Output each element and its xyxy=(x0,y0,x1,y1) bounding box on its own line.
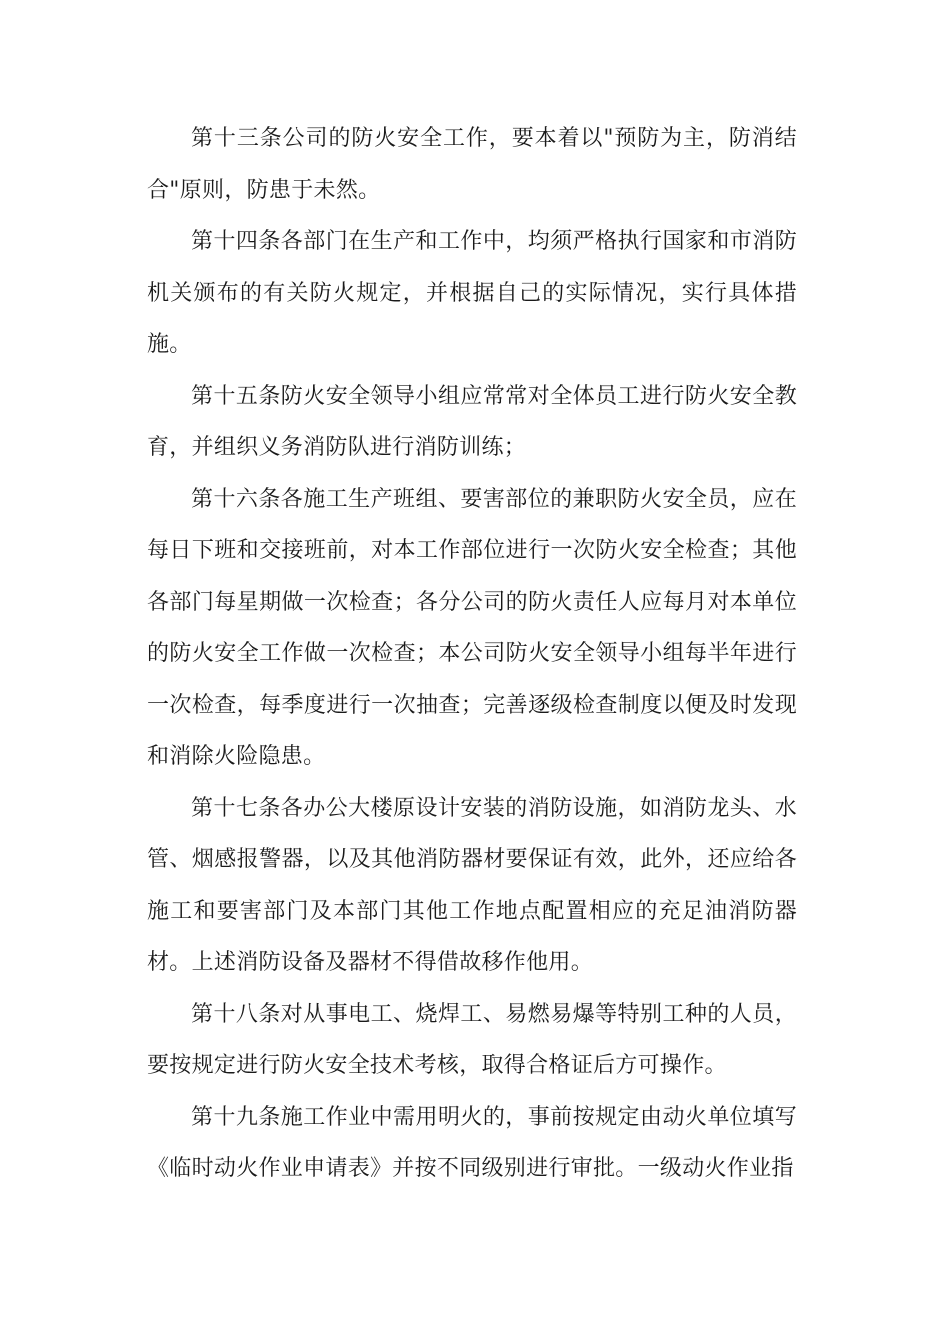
document-body xyxy=(147,113,797,1195)
article-15-paragraph: 第十五条防火安全领导小组应常常对全体员工进行防火安全教育，并组织义务消防队进行消防训练； xyxy=(147,383,797,460)
article-14-paragraph: 第十四条各部门在生产和工作中，均须严格执行国家和市消防机关颁布的有关防火规定，并根据自己的实际情况，实行具体措施。 xyxy=(147,229,797,357)
article-16-paragraph: 第十六条各施工生产班组、要害部位的兼职防火安全员，应在每日下班和交接班前，对本工作部位进行一次防火安全检查；其他各部门每星期做一次检查；各分公司的防火责任人应每月对本单位的防火安全工作做一次检查；本公司防火安全领导小组每半年进行一次检查，每季度进行一次抽查；完善逐级检查制度以便及时发现和消除火险隐患。 xyxy=(147,486,797,769)
article-17-paragraph: 第十七条各办公大楼原设计安装的消防设施，如消防龙头、水管、烟感报警器，以及其他消防器材要保证有效，此外，还应给各施工和要害部门及本部门其他工作地点配置相应的充足油消防器材。上述消防设备及器材不得借故移作他用。 xyxy=(147,795,797,975)
article-19-paragraph: 第十九条施工作业中需用明火的，事前按规定由动火单位填写《临时动火作业申请表》并按不同级别进行审批。一级动火作业指 xyxy=(147,1104,797,1181)
article-18-paragraph: 第十八条对从事电工、烧焊工、易燃易爆等特别工种的人员，要按规定进行防火安全技术考核，取得合格证后方可操作。 xyxy=(147,1001,797,1078)
article-13-paragraph: 第十三条公司的防火安全工作，要本着以"预防为主，防消结合"原则，防患于未然。 xyxy=(147,126,797,203)
